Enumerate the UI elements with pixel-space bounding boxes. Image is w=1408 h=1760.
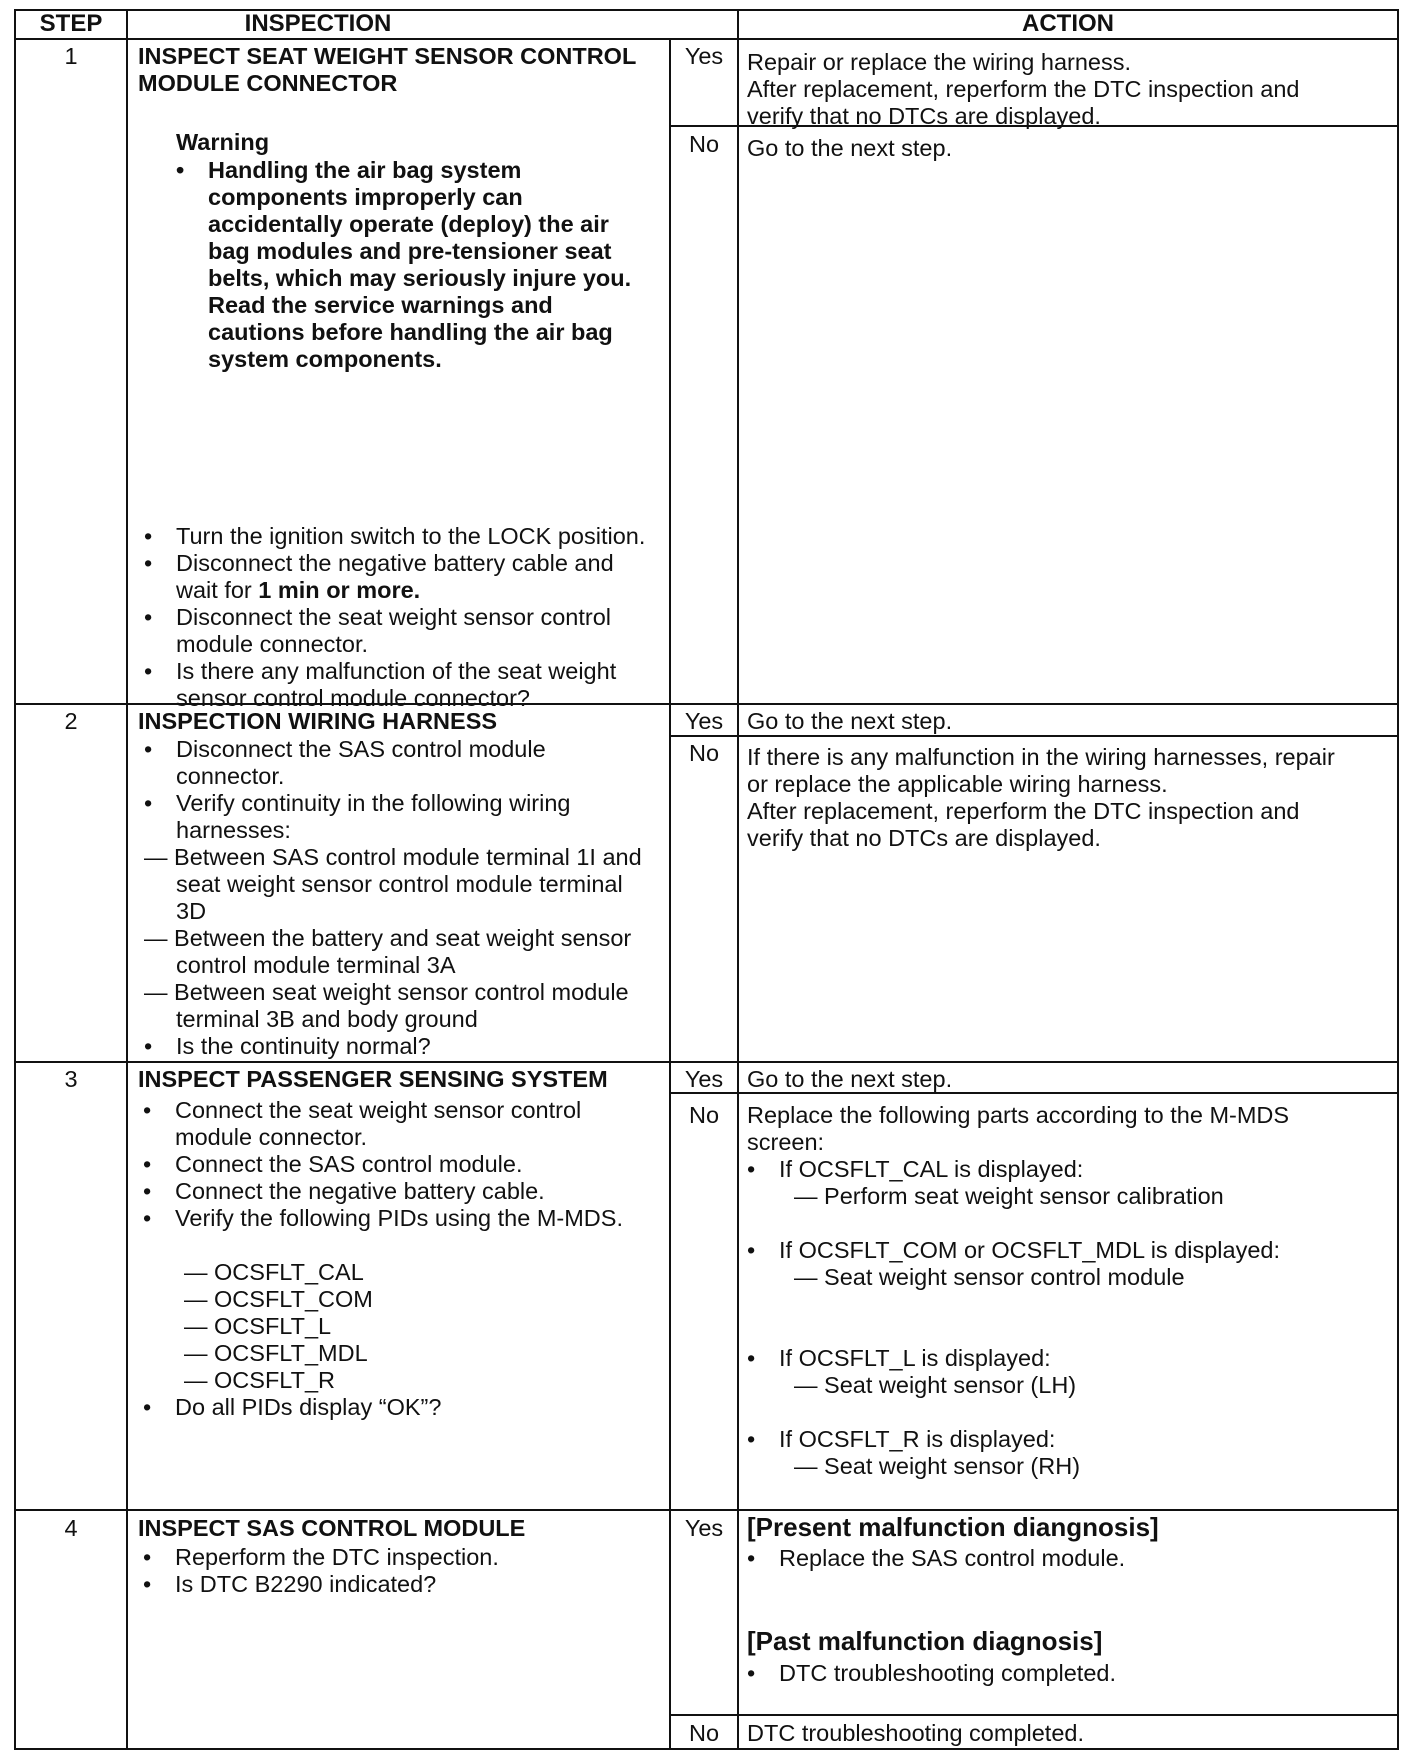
step-number: 2 xyxy=(64,708,78,734)
yes-label: Yes xyxy=(684,1515,724,1541)
inspection-item: • Turn the ignition switch to the LOCK position. xyxy=(176,523,645,550)
inspection-item: control module terminal 3A xyxy=(176,952,456,978)
step-title: INSPECT SAS CONTROL MODULE xyxy=(138,1515,526,1541)
step-title: MODULE CONNECTOR xyxy=(138,70,398,96)
no-label: No xyxy=(688,131,720,157)
inspection-item: • Is there any malfunction of the seat weight xyxy=(176,658,616,685)
inspection-item: connector. xyxy=(176,763,285,789)
inspection-item: terminal 3B and body ground xyxy=(176,1006,478,1032)
yes-label: Yes xyxy=(684,43,724,69)
rule xyxy=(14,38,1399,40)
pid-item: — OCSFLT_R xyxy=(184,1367,336,1393)
inspection-item: — Between seat weight sensor control module xyxy=(144,979,629,1005)
no-label: No xyxy=(688,1720,720,1746)
inspection-item: — Between SAS control module terminal 1I and xyxy=(144,844,642,870)
step-title: INSPECT SEAT WEIGHT SENSOR CONTROL xyxy=(138,43,637,69)
step-number: 3 xyxy=(64,1066,78,1092)
step-number: 4 xyxy=(64,1515,78,1541)
warning-text: belts, which may seriously injure you. xyxy=(208,265,632,291)
inspection-item: • Verify continuity in the following wiring xyxy=(176,790,570,817)
warning-label: Warning xyxy=(176,129,270,155)
inspection-item: • Disconnect the seat weight sensor control xyxy=(176,604,611,631)
warning-text: bag modules and pre-tensioner seat xyxy=(208,238,612,264)
action-text: Go to the next step. xyxy=(747,135,953,161)
warning-text: system components. xyxy=(208,346,442,372)
inspection-item: module connector. xyxy=(176,631,369,657)
rule xyxy=(14,1061,1399,1063)
warning-text: accidentally operate (deploy) the air xyxy=(208,211,609,237)
pid-item: — OCSFLT_CAL xyxy=(184,1259,364,1285)
warning-text: cautions before handling the air bag xyxy=(208,319,613,345)
rule xyxy=(1397,9,1399,1750)
action-text: DTC troubleshooting completed. xyxy=(747,1720,1085,1746)
inspection-item: module connector. xyxy=(175,1124,368,1150)
diagnostic-table xyxy=(14,9,1399,1750)
action-text: • Replace the SAS control module. xyxy=(779,1545,1125,1572)
pid-item: — OCSFLT_L xyxy=(184,1313,332,1339)
step-title: INSPECT PASSENGER SENSING SYSTEM xyxy=(138,1066,608,1092)
rule xyxy=(14,9,16,1750)
action-text: • DTC troubleshooting completed. xyxy=(779,1660,1116,1687)
header-action: ACTION xyxy=(1022,10,1114,37)
warning-text: • Handling the air bag system xyxy=(208,157,521,184)
rule xyxy=(14,1748,1399,1750)
action-text: — Seat weight sensor (RH) xyxy=(794,1453,1081,1479)
inspection-item: — Between the battery and seat weight sensor xyxy=(144,925,632,951)
pid-item: — OCSFLT_COM xyxy=(184,1286,373,1312)
no-label: No xyxy=(688,1102,720,1128)
section-heading: [Present malfunction diangnosis] xyxy=(747,1512,1159,1542)
action-text: verify that no DTCs are displayed. xyxy=(747,103,1101,129)
header-step: STEP xyxy=(39,10,103,37)
action-text: verify that no DTCs are displayed. xyxy=(747,825,1101,851)
inspection-item: wait for 1 min or more. xyxy=(176,577,421,603)
action-text: — Seat weight sensor control module xyxy=(794,1264,1185,1290)
rule xyxy=(14,1509,1399,1511)
action-text: Replace the following parts according to the M-MDS xyxy=(747,1102,1290,1128)
action-text: — Perform seat weight sensor calibration xyxy=(794,1183,1224,1209)
rule xyxy=(669,1714,1399,1716)
rule xyxy=(669,38,671,1750)
yes-label: Yes xyxy=(684,708,724,734)
action-text: screen: xyxy=(747,1129,825,1155)
action-text: If there is any malfunction in the wiring harnesses, repair xyxy=(747,744,1335,770)
action-text: • If OCSFLT_L is displayed: xyxy=(779,1345,1051,1372)
action-text: • If OCSFLT_CAL is displayed: xyxy=(779,1156,1083,1183)
rule xyxy=(737,9,739,1750)
inspection-item: • Disconnect the negative battery cable and xyxy=(176,550,614,577)
inspection-item: harnesses: xyxy=(176,817,291,843)
step-number: 1 xyxy=(64,43,78,69)
inspection-item: • Verify the following PIDs using the M-MDS. xyxy=(175,1205,623,1232)
yes-label: Yes xyxy=(684,1066,724,1092)
no-label: No xyxy=(688,740,720,766)
inspection-item: sensor control module connector? xyxy=(176,685,531,711)
inspection-item: • Reperform the DTC inspection. xyxy=(175,1544,499,1571)
warning-text: Read the service warnings and xyxy=(208,292,553,318)
section-heading: [Past malfunction diagnosis] xyxy=(747,1626,1103,1656)
header-inspection: INSPECTION xyxy=(244,10,392,37)
action-text: After replacement, reperform the DTC inspection and xyxy=(747,798,1300,824)
action-text: Go to the next step. xyxy=(747,708,953,734)
step-title: INSPECTION WIRING HARNESS xyxy=(138,708,498,734)
action-text: • If OCSFLT_R is displayed: xyxy=(779,1426,1055,1453)
pid-item: — OCSFLT_MDL xyxy=(184,1340,368,1366)
inspection-item: • Is the continuity normal? xyxy=(176,1033,431,1060)
rule xyxy=(669,735,1399,737)
inspection-item: • Connect the negative battery cable. xyxy=(175,1178,545,1205)
inspection-item: • Connect the seat weight sensor control xyxy=(175,1097,581,1124)
action-text: or replace the applicable wiring harness. xyxy=(747,771,1168,797)
inspection-item: 3D xyxy=(176,898,207,924)
action-text: After replacement, reperform the DTC inspection and xyxy=(747,76,1300,102)
inspection-item: • Is DTC B2290 indicated? xyxy=(175,1571,436,1598)
inspection-item: • Disconnect the SAS control module xyxy=(176,736,546,763)
inspection-item: seat weight sensor control module terminal xyxy=(176,871,623,897)
inspection-item: • Connect the SAS control module. xyxy=(175,1151,522,1178)
action-text: Go to the next step. xyxy=(747,1066,953,1092)
warning-text: components improperly can xyxy=(208,184,523,210)
inspection-item: • Do all PIDs display “OK”? xyxy=(175,1394,441,1421)
action-text: Repair or replace the wiring harness. xyxy=(747,49,1132,75)
action-text: • If OCSFLT_COM or OCSFLT_MDL is displayed: xyxy=(779,1237,1280,1264)
rule xyxy=(126,9,128,1750)
action-text: — Seat weight sensor (LH) xyxy=(794,1372,1077,1398)
